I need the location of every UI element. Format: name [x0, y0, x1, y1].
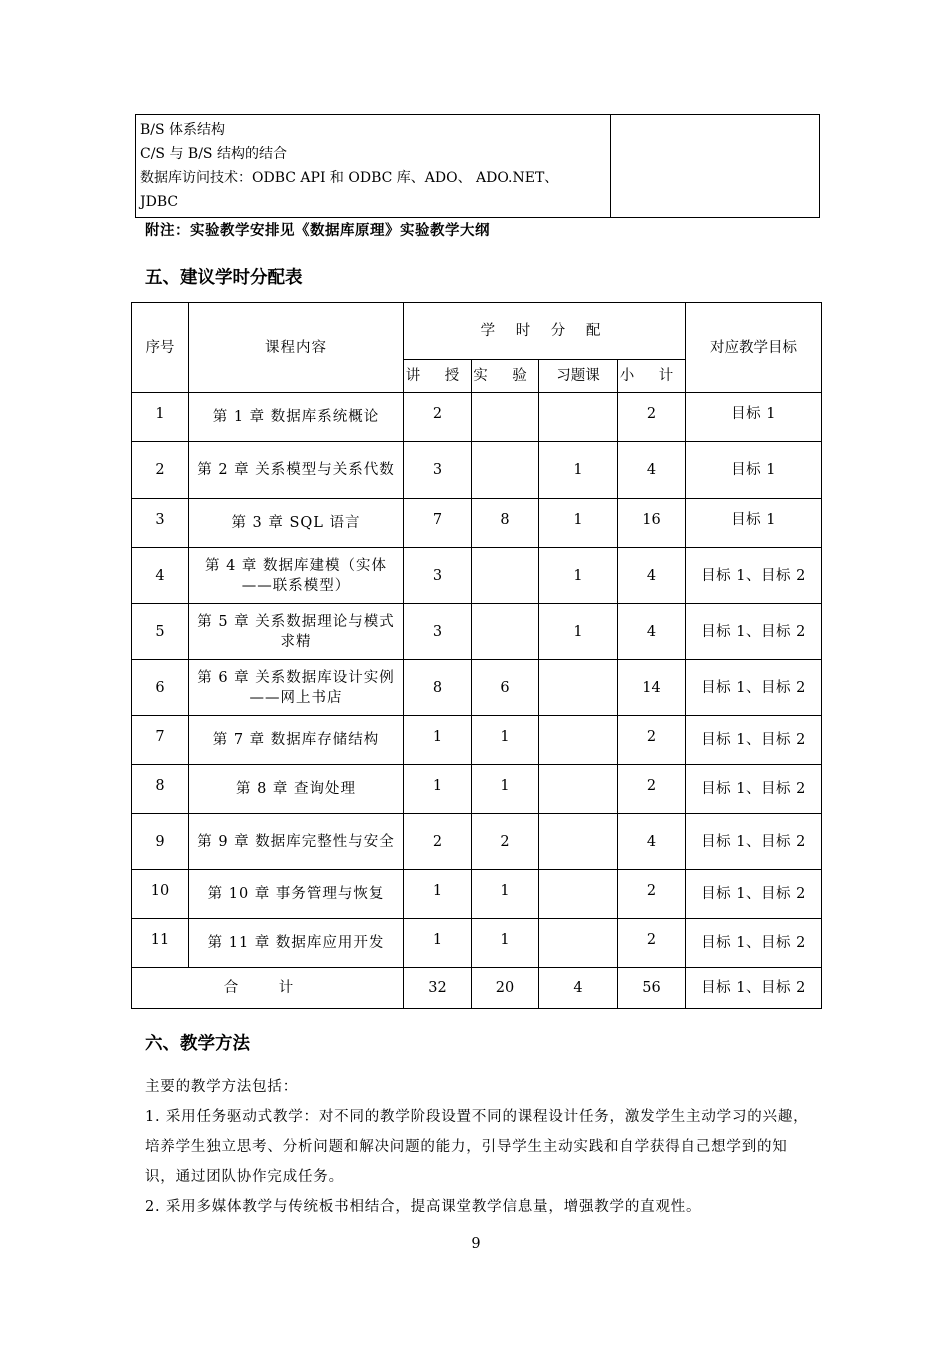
cell-lab: 2: [472, 814, 539, 870]
cell-exercise: [539, 814, 618, 870]
cell-exercise: [539, 765, 618, 814]
cell-content: 第 2 章 关系模型与关系代数: [189, 442, 404, 499]
cell-goal: 目标 1: [686, 499, 822, 548]
cell-lab: [472, 393, 539, 442]
cell-seq: 2: [132, 442, 189, 499]
cell-lecture: 3: [404, 604, 472, 660]
cell-lab: 1: [472, 870, 539, 919]
table-row: [132, 393, 822, 442]
methods-intro: 主要的教学方法包括：: [145, 1079, 298, 1095]
cell-lecture: 1: [404, 765, 472, 814]
cell-lab: 6: [472, 660, 539, 716]
table-row: [132, 499, 822, 548]
cell-lab: 1: [472, 716, 539, 765]
cell-goal: 目标 1、目标 2: [686, 716, 822, 765]
table-row: [132, 919, 822, 968]
cell-exercise: [539, 660, 618, 716]
header-seq: 序号: [132, 303, 189, 393]
table-row: [132, 716, 822, 765]
cell-content: 第 8 章 查询处理: [189, 765, 404, 814]
cell-lab: [472, 442, 539, 499]
cell-lecture: 3: [404, 442, 472, 499]
total-lecture: 32: [404, 968, 472, 1009]
cell-exercise: [539, 716, 618, 765]
total-exercise: 4: [539, 968, 618, 1009]
cell-subtotal: 2: [618, 870, 686, 919]
section-six-heading: 六、教学方法: [145, 1034, 250, 1054]
cell-exercise: 1: [539, 604, 618, 660]
header-lab: 实 验: [472, 360, 539, 393]
header-row: [132, 303, 822, 360]
cell-content: 第 3 章 SQL 语言: [189, 499, 404, 548]
cell-subtotal: 16: [618, 499, 686, 548]
cell-goal: 目标 1、目标 2: [686, 870, 822, 919]
cell-lecture: 1: [404, 716, 472, 765]
total-subtotal: 56: [618, 968, 686, 1009]
cell-subtotal: 4: [618, 442, 686, 499]
content-line: C/S 与 B/S 结构的结合: [140, 146, 287, 162]
cell-content: 第 10 章 事务管理与恢复: [189, 870, 404, 919]
cell-goal: 目标 1、目标 2: [686, 814, 822, 870]
cell-content: 第 5 章 关系数据理论与模式求精: [189, 604, 404, 660]
table-row: [132, 660, 822, 716]
cell-exercise: [539, 870, 618, 919]
cell-lecture: 8: [404, 660, 472, 716]
header-subtotal: 小 计: [618, 360, 686, 393]
cell-exercise: [539, 919, 618, 968]
header-goal: 对应教学目标: [686, 303, 822, 393]
cell-goal: 目标 1、目标 2: [686, 765, 822, 814]
hour-allocation-table: [131, 302, 822, 1009]
cell-subtotal: 4: [618, 814, 686, 870]
cell-goal: 目标 1、目标 2: [686, 919, 822, 968]
cell-exercise: 1: [539, 548, 618, 604]
total-lab: 20: [472, 968, 539, 1009]
total-row: [132, 968, 822, 1009]
header-content: 课程内容: [189, 303, 404, 393]
cell-goal: 目标 1、目标 2: [686, 604, 822, 660]
cell-lecture: 7: [404, 499, 472, 548]
cell-subtotal: 2: [618, 716, 686, 765]
cell-subtotal: 4: [618, 604, 686, 660]
continuation-table: [135, 114, 820, 218]
cell-lab: 1: [472, 919, 539, 968]
cell-seq: 3: [132, 499, 189, 548]
cell-content: 第 7 章 数据库存储结构: [189, 716, 404, 765]
cell-goal: 目标 1: [686, 442, 822, 499]
cell-seq: 9: [132, 814, 189, 870]
cell-seq: 1: [132, 393, 189, 442]
cell-seq: 11: [132, 919, 189, 968]
table-row: [132, 814, 822, 870]
cell-lab: 8: [472, 499, 539, 548]
teaching-methods-text: [145, 1072, 815, 1222]
cell-exercise: 1: [539, 442, 618, 499]
content-line: B/S 体系结构: [140, 122, 226, 138]
cell-seq: 10: [132, 870, 189, 919]
method-item: 2. 采用多媒体教学与传统板书相结合，提高课堂教学信息量，增强教学的直观性。: [145, 1199, 702, 1215]
cell-content: 第 11 章 数据库应用开发: [189, 919, 404, 968]
cell-subtotal: 2: [618, 393, 686, 442]
cell-subtotal: 4: [618, 548, 686, 604]
header-allocation: 学 时 分 配: [404, 303, 686, 360]
cell-subtotal: 2: [618, 765, 686, 814]
continuation-content-cell: [136, 115, 611, 218]
cell-lab: [472, 604, 539, 660]
cell-lecture: 2: [404, 814, 472, 870]
cell-exercise: 1: [539, 499, 618, 548]
cell-content: 第 4 章 数据库建模（实体——联系模型）: [189, 548, 404, 604]
cell-lab: [472, 548, 539, 604]
total-label: 合 计: [132, 968, 404, 1009]
cell-content: 第 9 章 数据库完整性与安全: [189, 814, 404, 870]
content-line: JDBC: [140, 194, 179, 210]
cell-seq: 8: [132, 765, 189, 814]
table-row: [132, 765, 822, 814]
cell-goal: 目标 1: [686, 393, 822, 442]
cell-lecture: 1: [404, 870, 472, 919]
method-item: 1. 采用任务驱动式教学：对不同的教学阶段设置不同的课程设计任务，激发学生主动学习的兴趣，培养学生独立思考、分析问题和解决问题的能力，引导学生主动实践和自学获得自己想学到的知识，通过团队协作完成任务。: [145, 1109, 809, 1185]
cell-content: 第 6 章 关系数据库设计实例——网上书店: [189, 660, 404, 716]
content-line: 数据库访问技术：ODBC API 和 ODBC 库、ADO、 ADO.NET、: [140, 170, 559, 186]
total-goal: 目标 1、目标 2: [686, 968, 822, 1009]
cell-subtotal: 2: [618, 919, 686, 968]
cell-lecture: 2: [404, 393, 472, 442]
cell-seq: 5: [132, 604, 189, 660]
cell-lab: 1: [472, 765, 539, 814]
table-row: [132, 604, 822, 660]
table-row: [132, 548, 822, 604]
section-five-heading: 五、建议学时分配表: [145, 268, 303, 288]
cell-subtotal: 14: [618, 660, 686, 716]
continuation-empty-cell: [611, 115, 820, 218]
cell-seq: 7: [132, 716, 189, 765]
header-lecture: 讲 授: [404, 360, 472, 393]
cell-goal: 目标 1、目标 2: [686, 660, 822, 716]
header-exercise: 习题课: [539, 360, 618, 393]
table-row: [132, 870, 822, 919]
page-number: 9: [471, 1236, 481, 1252]
cell-exercise: [539, 393, 618, 442]
cell-seq: 6: [132, 660, 189, 716]
cell-lecture: 3: [404, 548, 472, 604]
cell-lecture: 1: [404, 919, 472, 968]
table-row: [132, 442, 822, 499]
cell-goal: 目标 1、目标 2: [686, 548, 822, 604]
cell-content: 第 1 章 数据库系统概论: [189, 393, 404, 442]
cell-seq: 4: [132, 548, 189, 604]
lab-note: 附注：实验教学安排见《数据库原理》实验教学大纲: [145, 222, 490, 239]
